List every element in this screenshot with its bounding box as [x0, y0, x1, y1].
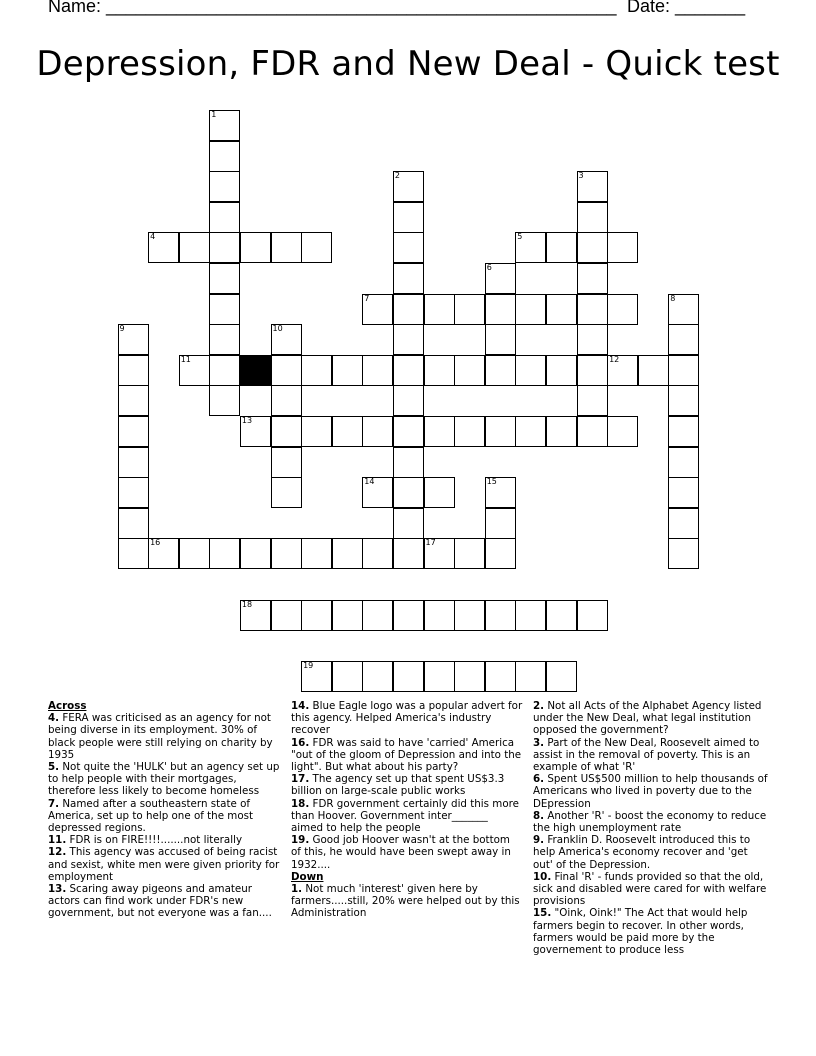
clue-label: 6. [533, 773, 545, 786]
grid-cell[interactable] [240, 232, 271, 263]
grid-cell[interactable] [393, 600, 424, 631]
grid-cell[interactable] [668, 294, 699, 325]
clue-item [533, 773, 769, 810]
grid-cell[interactable] [362, 416, 393, 447]
grid-cell[interactable] [393, 508, 424, 539]
grid-cell[interactable] [179, 355, 210, 386]
clue-item [533, 810, 769, 834]
name-field[interactable]: Name: ___________________________________________________ [48, 0, 617, 16]
grid-cell[interactable] [577, 324, 608, 355]
grid-cell[interactable] [362, 538, 393, 569]
grid-cell[interactable] [271, 355, 302, 386]
grid-cell[interactable] [332, 661, 363, 692]
grid-cell[interactable] [515, 416, 546, 447]
page-title: Depression, FDR and New Deal - Quick test [36, 44, 780, 84]
grid-cell[interactable] [485, 294, 516, 325]
grid-cell[interactable] [668, 324, 699, 355]
clue-label: 1. [291, 883, 303, 896]
grid-cell[interactable] [577, 385, 608, 416]
clue-label: 13. [48, 883, 67, 896]
grid-cell[interactable] [301, 416, 332, 447]
clue-text: Not quite the 'HULK' but an agency set up to help people with their mortgages, therefore less likely to become homeless [48, 761, 280, 798]
clue-text: Blue Eagle logo was a popular advert for this agency. Helped America's industry recover [291, 700, 523, 737]
across-clue-list-continued [291, 700, 523, 871]
grid-cell[interactable] [209, 324, 240, 355]
grid-cell[interactable] [271, 385, 302, 416]
clue-number: 13 [241, 416, 253, 425]
grid-cell[interactable] [271, 416, 302, 447]
grid-cell[interactable] [485, 600, 516, 631]
grid-cell[interactable] [362, 600, 393, 631]
clue-number: 6 [486, 263, 492, 272]
grid-cell[interactable] [485, 477, 516, 508]
grid-cell[interactable] [607, 416, 638, 447]
grid-cell[interactable] [209, 538, 240, 569]
clue-item [48, 761, 284, 798]
grid-cell[interactable] [546, 600, 577, 631]
clue-label: 14. [291, 700, 310, 712]
clue-label: 8. [533, 809, 545, 822]
grid-cell[interactable] [577, 416, 608, 447]
grid-cell[interactable] [179, 232, 210, 263]
grid-cell[interactable] [209, 355, 240, 386]
grid-cell[interactable] [577, 232, 608, 263]
grid-cell[interactable] [454, 355, 485, 386]
grid-cell[interactable] [515, 600, 546, 631]
grid-cell[interactable] [271, 232, 302, 263]
clue-label: 4. [48, 712, 60, 725]
grid-cell[interactable] [668, 508, 699, 539]
grid-cell[interactable] [393, 416, 424, 447]
grid-cell[interactable] [485, 538, 516, 569]
grid-cell[interactable] [485, 355, 516, 386]
clue-item [291, 773, 523, 797]
grid-cell[interactable] [332, 416, 363, 447]
clue-label: 18. [291, 797, 310, 810]
grid-cell[interactable] [271, 447, 302, 478]
grid-cell[interactable] [424, 477, 455, 508]
grid-cell[interactable] [179, 538, 210, 569]
grid-cell[interactable] [638, 355, 669, 386]
grid-cell[interactable] [668, 477, 699, 508]
grid-cell[interactable] [454, 538, 485, 569]
grid-cell[interactable] [271, 538, 302, 569]
grid-cell[interactable] [118, 508, 149, 539]
grid-cell[interactable] [148, 538, 179, 569]
grid-cell[interactable] [148, 232, 179, 263]
clue-number: 8 [670, 293, 676, 303]
grid-cell[interactable] [209, 294, 240, 325]
grid-cell[interactable] [577, 171, 608, 202]
clue-number: 3 [578, 171, 584, 181]
grid-cell[interactable] [118, 477, 149, 508]
grid-cell[interactable] [515, 232, 546, 263]
grid-cell[interactable] [424, 416, 455, 447]
grid-cell[interactable] [454, 416, 485, 447]
grid-cell[interactable] [485, 263, 516, 294]
clue-label: 2. [533, 700, 545, 712]
clue-label: 9. [533, 834, 545, 847]
grid-cell[interactable] [332, 538, 363, 569]
clue-item [533, 907, 769, 956]
across-heading: Across [48, 700, 87, 712]
clue-item [48, 712, 284, 761]
clue-item [533, 737, 769, 774]
clue-item [533, 871, 769, 908]
grid-cell[interactable] [546, 232, 577, 263]
grid-cell[interactable] [485, 416, 516, 447]
grid-cell[interactable] [393, 447, 424, 478]
clue-number: 15 [486, 477, 497, 487]
clue-column-2 [291, 700, 523, 920]
clue-text: Good job Hoover wasn't at the bottom of this, he would have been swept away in 1932.... [291, 834, 511, 871]
clue-item [48, 846, 284, 883]
across-clue-list [48, 712, 284, 919]
clue-number: 14 [364, 477, 375, 487]
grid-cell[interactable] [668, 447, 699, 478]
clue-text: FDR is on FIRE!!!!.......not literally [66, 834, 243, 847]
clue-label: 3. [533, 736, 545, 749]
clue-item [291, 883, 523, 920]
grid-cell[interactable] [485, 508, 516, 539]
clue-label: 17. [291, 773, 310, 786]
down-clue-list [291, 883, 523, 920]
grid-cell[interactable] [209, 110, 240, 141]
clue-text: Another 'R' - boost the economy to reduce the high unemployment rate [533, 809, 767, 835]
grid-cell[interactable] [393, 355, 424, 386]
grid-cell[interactable] [607, 232, 638, 263]
grid-cell[interactable] [209, 385, 240, 416]
clue-item [48, 798, 284, 835]
grid-cell[interactable] [577, 600, 608, 631]
grid-cell[interactable] [515, 355, 546, 386]
clue-number: 18 [241, 599, 253, 609]
clue-column-3 [533, 700, 769, 956]
grid-cell[interactable] [393, 294, 424, 325]
grid-cell[interactable] [301, 538, 332, 569]
grid-cell[interactable] [454, 661, 485, 692]
grid-cell[interactable] [332, 600, 363, 631]
grid-cell[interactable] [546, 416, 577, 447]
grid-cell[interactable] [668, 416, 699, 447]
grid-cell[interactable] [301, 232, 332, 263]
grid-cell[interactable] [424, 661, 455, 692]
clue-text: The agency set up that spent US$3.3 billion on large-scale public works [291, 773, 505, 798]
clue-text: Franklin D. Roosevelt introduced this to help America's economy recover and 'get out' of the Depression. [533, 834, 751, 871]
clue-text: Not much 'interest' given here by farmers.....still, 20% were helped out by this Administration [291, 883, 520, 920]
grid-cell[interactable] [240, 600, 271, 631]
clue-text: Not all Acts of the Alphabet Agency listed under the New Deal, what legal institution opposed the government? [533, 700, 762, 737]
clue-number: 5 [517, 232, 523, 242]
clue-number: 17 [425, 538, 436, 548]
grid-cell[interactable] [393, 324, 424, 355]
grid-cell[interactable] [118, 538, 149, 569]
grid-cell[interactable] [424, 538, 455, 569]
grid-cell[interactable] [393, 661, 424, 692]
grid-cell[interactable] [332, 355, 363, 386]
grid-cell[interactable] [209, 202, 240, 233]
clue-text: "Oink, Oink!" The Act that would help farmers begin to recover. In other words, farmers would be paid more by the governement to produce less [533, 907, 748, 957]
grid-cell[interactable] [118, 324, 149, 355]
grid-cell[interactable] [240, 538, 271, 569]
clue-label: 19. [291, 834, 310, 847]
grid-cell[interactable] [118, 355, 149, 386]
grid-cell[interactable] [118, 416, 149, 447]
grid-cell[interactable] [485, 324, 516, 355]
clue-column-1 [48, 700, 284, 920]
clue-text: Spent US$500 million to help thousands of Americans who lived in poverty due to the DEpression [533, 773, 768, 810]
grid-cell[interactable] [515, 294, 546, 325]
blocked-cell [240, 355, 271, 386]
clue-label: 7. [48, 797, 60, 810]
clue-text: Scaring away pigeons and amateur actors can find work under FDR's new government, but not everyone was a fan.... [48, 883, 272, 920]
grid-cell[interactable] [393, 538, 424, 569]
grid-cell[interactable] [577, 263, 608, 294]
clue-text: This agency was accused of being racist and sexist, white men were given priority for employment [48, 846, 280, 883]
grid-cell[interactable] [362, 661, 393, 692]
grid-cell[interactable] [393, 202, 424, 233]
grid-cell[interactable] [301, 600, 332, 631]
clue-item [291, 700, 523, 737]
clue-number: 16 [150, 538, 161, 548]
clue-label: 5. [48, 761, 60, 774]
clue-item [48, 834, 284, 846]
grid-cell[interactable] [546, 355, 577, 386]
grid-cell[interactable] [209, 232, 240, 263]
clue-label: 16. [291, 736, 310, 749]
clue-text: Named after a southeastern state of America, set up to help one of the most depressed regions. [48, 797, 254, 835]
grid-cell[interactable] [546, 661, 577, 692]
grid-cell[interactable] [577, 355, 608, 386]
clue-item [291, 834, 523, 871]
clue-number: 4 [150, 232, 156, 242]
clue-label: 15. [533, 907, 552, 920]
grid-cell[interactable] [515, 661, 546, 692]
grid-cell[interactable] [454, 294, 485, 325]
grid-cell[interactable] [118, 385, 149, 416]
down-clue-list-continued [533, 700, 769, 956]
grid-cell[interactable] [271, 477, 302, 508]
grid-cell[interactable] [301, 661, 332, 692]
clue-item [533, 700, 769, 737]
date-field[interactable]: Date: _______ [627, 0, 746, 16]
clue-item [291, 737, 523, 774]
clue-text: FDR government certainly did this more than Hoover. Government inter_______ aimed to help the people [291, 797, 519, 835]
grid-cell[interactable] [424, 294, 455, 325]
clue-number: 1 [211, 110, 217, 119]
grid-cell[interactable] [209, 171, 240, 202]
grid-cell[interactable] [424, 355, 455, 386]
clue-text: Part of the New Deal, Roosevelt aimed to assist in the removal of poverty. This is an example of what 'R' [533, 736, 760, 774]
clue-number: 19 [303, 660, 314, 670]
grid-cell[interactable] [424, 600, 455, 631]
clue-number: 12 [609, 354, 620, 364]
grid-cell[interactable] [362, 355, 393, 386]
grid-cell[interactable] [393, 385, 424, 416]
grid-cell[interactable] [209, 141, 240, 172]
clue-item [48, 883, 284, 920]
grid-cell[interactable] [393, 263, 424, 294]
clue-label: 10. [533, 870, 552, 883]
grid-cell[interactable] [393, 477, 424, 508]
grid-cell[interactable] [118, 447, 149, 478]
grid-cell[interactable] [485, 661, 516, 692]
grid-cell[interactable] [607, 355, 638, 386]
grid-cell[interactable] [301, 355, 332, 386]
clue-number: 10 [272, 324, 283, 334]
clue-number: 7 [364, 293, 370, 303]
grid-cell[interactable] [209, 263, 240, 294]
grid-cell[interactable] [454, 600, 485, 631]
grid-cell[interactable] [393, 232, 424, 263]
grid-cell[interactable] [577, 202, 608, 233]
down-heading: Down [291, 870, 324, 883]
grid-cell[interactable] [240, 416, 271, 447]
grid-cell[interactable] [668, 385, 699, 416]
clue-label: 11. [48, 834, 67, 847]
clue-text: Final 'R' - funds provided so that the old, sick and disabled were cared for with welfare provisions [533, 870, 767, 908]
grid-cell[interactable] [271, 600, 302, 631]
clue-text: FDR was said to have 'carried' America "out of the gloom of Depression and into the light". But what about his party? [291, 736, 522, 774]
clue-item [291, 798, 523, 835]
grid-cell[interactable] [271, 324, 302, 355]
clue-text: FERA was criticised as an agency for not being diverse in its employment. 30% of black people were still relying on charity by 1935 [48, 712, 273, 761]
grid-cell[interactable] [546, 294, 577, 325]
grid-cell[interactable] [362, 294, 393, 325]
grid-cell[interactable] [362, 477, 393, 508]
clue-number: 9 [119, 324, 125, 334]
clue-number: 2 [394, 171, 400, 181]
clue-number: 11 [180, 354, 191, 364]
grid-cell[interactable] [393, 171, 424, 202]
grid-cell[interactable] [607, 294, 638, 325]
grid-cell[interactable] [577, 294, 608, 325]
grid-cell[interactable] [668, 538, 699, 569]
grid-cell[interactable] [668, 355, 699, 386]
clue-item [533, 834, 769, 871]
clue-label: 12. [48, 846, 67, 859]
